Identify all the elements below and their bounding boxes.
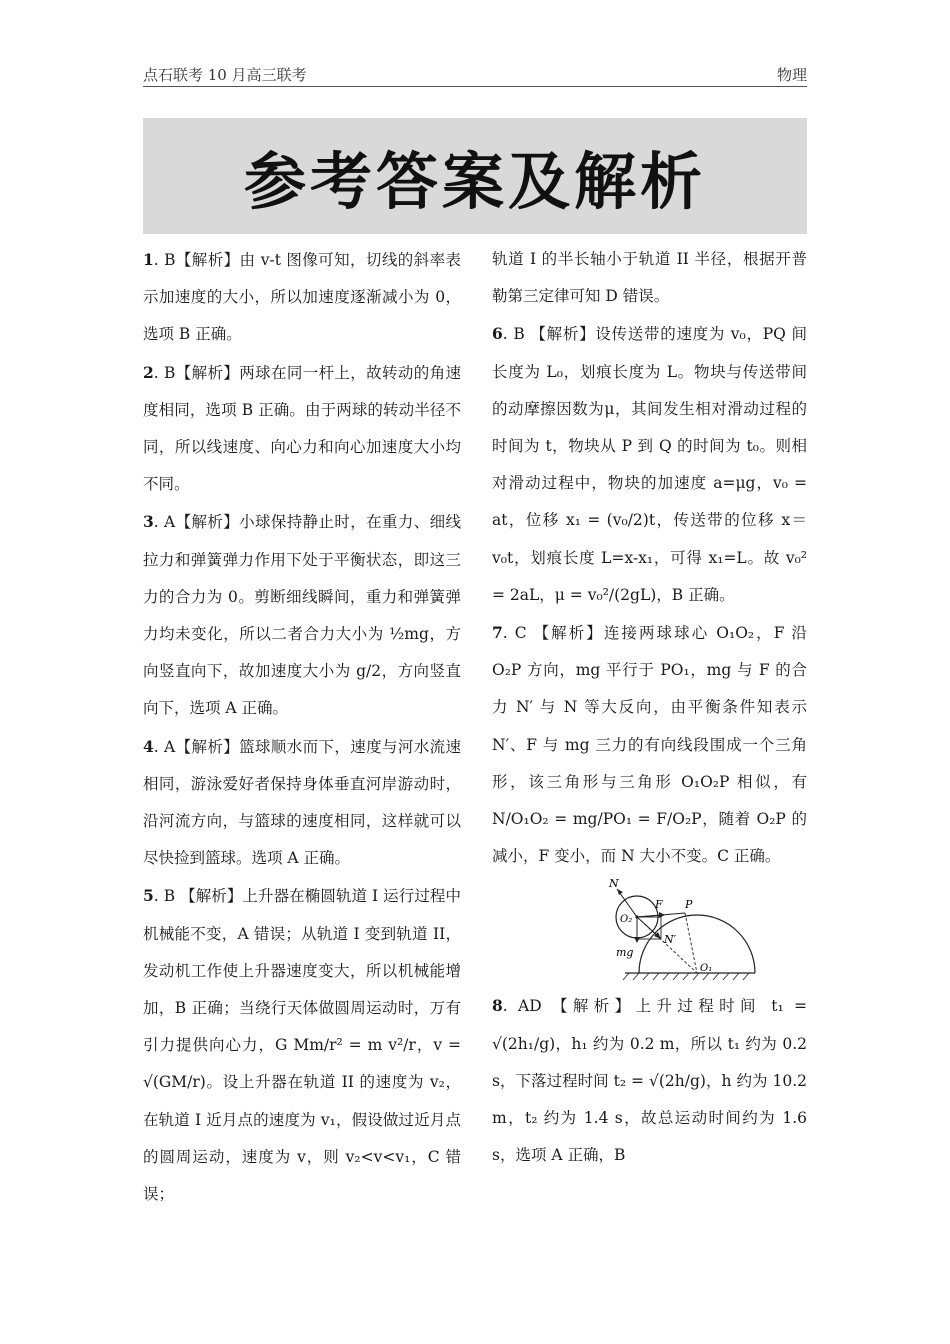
- center-O2-dot: [635, 916, 638, 919]
- left-column: [143, 241, 461, 1213]
- label-P: P: [685, 898, 693, 912]
- header-right: 物理: [776, 66, 807, 84]
- ground-hatch: [623, 973, 749, 980]
- answer-5-continued: 轨道 I 的半长轴小于轨道 II 半径，根据开普勒第三定律可知 D 错误。: [492, 250, 807, 306]
- right-column: [492, 241, 807, 1174]
- label-N: N: [609, 877, 619, 891]
- F-arrowhead: [659, 912, 665, 918]
- answer-4: 4. A【解析】篮球顺水而下，速度与河水流速相同，游泳爱好者保持身体垂直河岸游动时，沿河流方向，与篮球的速度相同，这样就可以尽快捡到篮球。选项 A 正确。: [143, 736, 461, 868]
- answer-3: 3. A【解析】小球保持静止时，在重力、细线拉力和弹簧弹力作用下处于平衡状态，即这三力的合力为 0。剪断细线瞬间，重力和弹簧弹力均未变化，所以二者合力大小为 ½mg，方向竖直向下，故加速度大小为 g/2，方向竖直向下，选项 A 正确。: [143, 512, 461, 718]
- answer-6: 6. B 【解析】设传送带的速度为 v₀，PQ 间长度为 L₀，划痕长度为 L。物块与传送带间的动摩擦因数为μ，其间发生相对滑动过程的时间为 t，物块从 P 到 Q 的时间为 t₀。则相对滑动过程中，物块的加速度 a=μg，v₀ = at，位移 x₁ = (v₀/2)t，传送带的位移 x＝v₀t，划痕长度 L=x-x₁，可得 x₁=L。故 v₀² = 2aL，μ = v₀²/(2gL)，B 正确。: [492, 324, 807, 604]
- answer-7: 7. C 【解析】连接两球球心 O₁O₂，F 沿 O₂P 方向，mg 平行于 PO₁，mg 与 F 的合力 N′ 与 N 等大反向，由平衡条件知表示 N′、F 与 mg 三力的有向线段围成一个三角形，该三角形与三角形 O₁O₂P 相似，有 N/O₁O₂ = mg/PO₁ = F/O₂P，随着 O₂P 的减小，F 变小，而 N 大小不变。C 正确。: [492, 623, 807, 866]
- mg-arrowhead: [634, 937, 640, 943]
- label-mg: mg: [616, 946, 634, 960]
- label-O2: O₂: [620, 914, 633, 926]
- answer-1: 1. B【解析】由 v-t 图像可知，切线的斜率表示加速度的大小，所以加速度逐渐减小为 0，选项 B 正确。: [143, 250, 461, 344]
- line-P-O1: [685, 913, 697, 973]
- label-Nprime: N′: [664, 933, 677, 947]
- header-rule: [143, 86, 807, 87]
- answer-2: 2. B【解析】两球在同一杆上，故转动的角速度相同，选项 B 正确。由于两球的转动半径不同，所以线速度、向心力和向心加速度大小均不同。: [143, 362, 461, 494]
- title-banner: [143, 118, 807, 234]
- answer-5: 5. B 【解析】上升器在椭圆轨道 I 运行过程中机械能不变，A 错误；从轨道 I 变到轨道 II，发动机工作使上升器速度变大，所以机械能增加，B 正确；当绕行天体做圆周运动时，万有引力提供向心力，G Mm/r² = m v²/r，v = √(GM/r)。设上升器在轨道 II 的速度为 v₂，在轨道 I 近月点的速度为 v₁，假设做过近月点的圆周运动，速度为 v，则 v₂<v<v₁，C 错误；: [143, 886, 461, 1204]
- answer-8: 8. AD 【解析】上升过程时间 t₁ = √(2h₁/g)，h₁ 约为 0.2 m，所以 t₁ 约为 0.2 s，下落过程时间 t₂ = √(2h/g)，h 约为 10.2 m，t₂ 约为 1.4 s，故总运动时间约为 1.6 s，选项 A 正确，B: [492, 996, 807, 1165]
- header-left: 点石联考 10 月高三联考: [143, 66, 307, 84]
- label-O1: O₁: [700, 963, 713, 975]
- page-title: 参考答案及解析: [243, 144, 706, 218]
- label-F: F: [655, 898, 663, 912]
- force-diagram: [607, 875, 757, 987]
